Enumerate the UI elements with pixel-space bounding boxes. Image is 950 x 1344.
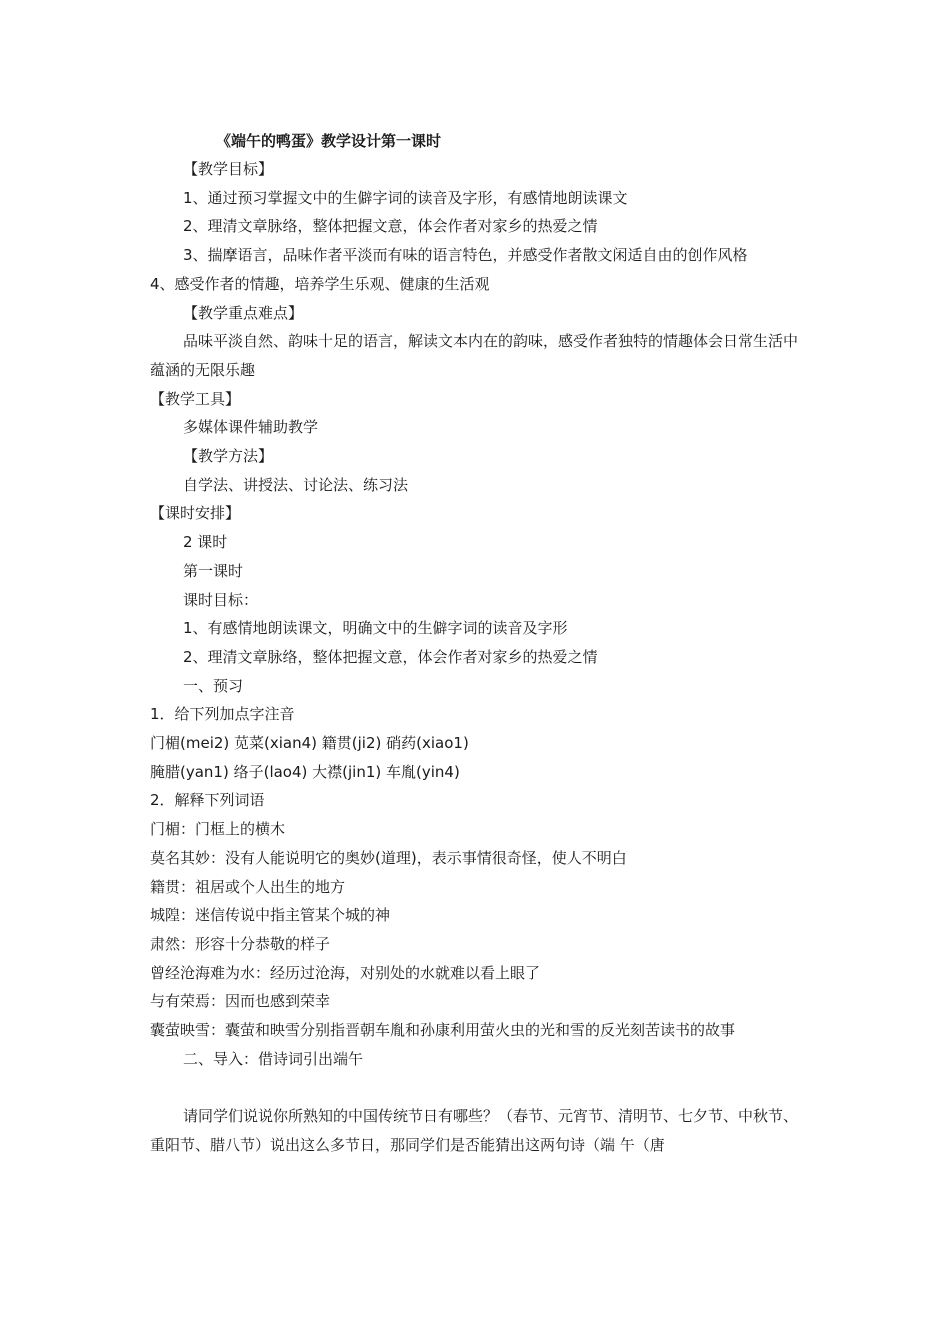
blank-line (150, 1074, 800, 1103)
schedule-text: 2 课时 (183, 533, 228, 552)
lesson-goal-1: 1、有感情地朗读课文，明确文中的生僻字词的读音及字形 (183, 619, 568, 638)
section-heading-objectives: 【教学目标】 (183, 160, 274, 178)
pinyin-line-2: 腌腊(yan1) 络子(lao4) 大襟(jin1) 车胤(yin4) (150, 762, 460, 781)
definition-nangying: 囊萤映雪：囊萤和映雪分别指晋朝车胤和孙康利用萤火虫的光和雪的反光刻苦读书的故事 (150, 1021, 736, 1040)
definition-yurong: 与有荣焉：因而也感到荣幸 (150, 992, 331, 1011)
methods-text: 自学法、讲授法、讨论法、练习法 (183, 475, 409, 494)
definition-mingmiao: 莫名其妙：没有人能说明它的奥妙(道理)，表示事情很奇怪，使人不明白 (150, 848, 627, 867)
introduction-heading: 二、导入：借诗词引出端午 (183, 1049, 364, 1068)
objective-item-2: 2、理清文章脉络，整体把握文意，体会作者对家乡的热爱之情 (183, 217, 598, 236)
key-points-text: 品味平淡自然、韵味十足的语言，解读文本内在的韵味，感受作者独特的情趣体会日常生活中蕴涵的无限乐趣 (150, 332, 799, 379)
document-body (150, 155, 800, 1160)
tools-text: 多媒体课件辅助教学 (183, 418, 319, 437)
pinyin-line-1: 门楣(mei2) 苋菜(xian4) 籍贯(ji2) 硝药(xiao1) (150, 734, 469, 753)
exercise-2-heading: 2．解释下列词语 (150, 791, 265, 810)
objective-item-4: 4、感受作者的情趣，培养学生乐观、健康的生活观 (150, 274, 490, 293)
definition-canghai: 曾经沧海难为水：经历过沧海，对别处的水就难以看上眼了 (150, 963, 541, 982)
introduction-paragraph: 请同学们说说你所熟知的中国传统节日有哪些？（春节、元宵节、清明节、七夕节、中秋节、重阳节、腊八节）说出这么多节日，那同学们是否能猜出这两句诗（端 午（唐 (150, 1107, 799, 1154)
exercise-1-heading: 1．给下列加点字注音 (150, 705, 295, 724)
definition-menmei: 门楣：门框上的横木 (150, 820, 286, 839)
section-heading-schedule: 【课时安排】 (150, 504, 241, 523)
preview-heading: 一、预习 (183, 676, 244, 695)
section-heading-tools: 【教学工具】 (150, 389, 241, 408)
objective-item-1: 1、通过预习掌握文中的生僻字词的读音及字形，有感情地朗读课文 (183, 188, 628, 207)
document-title: 《端午的鸭蛋》教学设计第一课时 (216, 132, 442, 150)
definition-chenghuang: 城隍：迷信传说中指主管某个城的神 (150, 906, 391, 925)
lesson-goal-2: 2、理清文章脉络，整体把握文意，体会作者对家乡的热爱之情 (183, 647, 598, 666)
section-heading-methods: 【教学方法】 (183, 447, 274, 466)
definition-jiguan: 籍贯：祖居或个人出生的地方 (150, 877, 346, 896)
definition-suran: 肃然：形容十分恭敬的样子 (150, 934, 331, 953)
lesson-one-heading: 第一课时 (183, 561, 244, 580)
section-heading-key-points: 【教学重点难点】 (183, 303, 304, 322)
objective-item-3: 3、揣摩语言，品味作者平淡而有味的语言特色，并感受作者散文闲适自由的创作风格 (183, 246, 748, 265)
lesson-goals-label: 课时目标： (183, 590, 259, 609)
